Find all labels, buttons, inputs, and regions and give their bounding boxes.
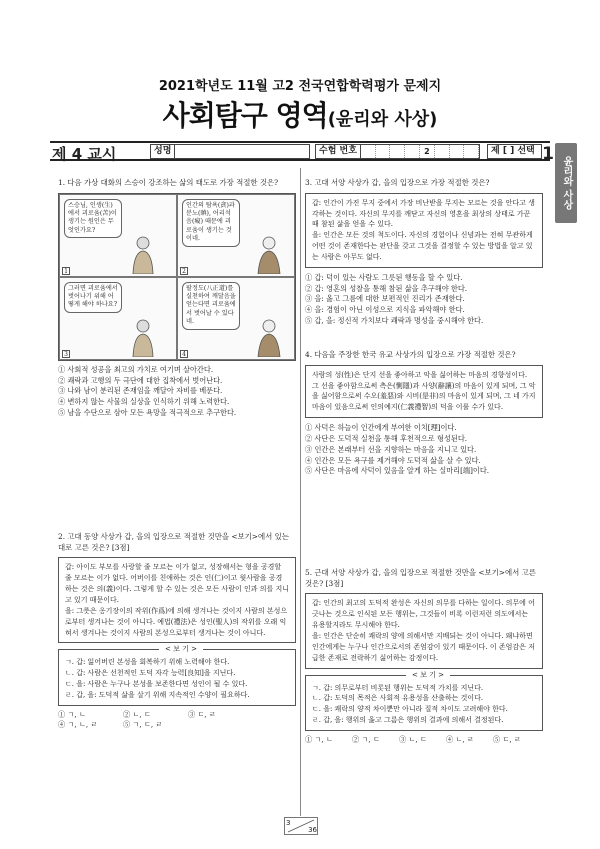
q4-stem: 4. 다음을 주장한 한국 유교 사상가의 입장으로 가장 적절한 것은?	[305, 350, 516, 359]
panel-number: 3	[62, 350, 70, 358]
q5-passage-eul: 을: 인간은 단순히 쾌락의 양에 의해서만 지배되는 것이 아니다. 왜냐하면 인간에게는 누구나 인간으로서의 존엄감이 있기 때문이다. 이 존엄감은 저급한 존재로 전락하기 싫어하는 감정이다.	[312, 632, 535, 662]
q4-options	[305, 423, 543, 477]
student-figure-icon	[130, 234, 156, 274]
q3-option-4[interactable]: ④ 을: 경험이 아닌 이성으로 지식을 파악해야 한다.	[305, 305, 465, 315]
q4-option-5[interactable]: ⑤ 사단은 마음에 사덕이 있음을 알게 하는 실마리[端]이다.	[305, 466, 490, 476]
q3-option-5[interactable]: ⑤ 갑, 을: 정신적 가치보다 쾌락과 명성을 중시해야 한다.	[305, 315, 484, 325]
student-figure-icon	[130, 317, 156, 357]
exam-number-field[interactable]	[315, 144, 480, 159]
q5-answer-1[interactable]: ① ㄱ, ㄴ	[305, 734, 333, 744]
page-footer	[284, 817, 318, 835]
q3-stem: 3. 고대 서양 사상가 갑, 을의 입장으로 가장 적절한 것은?	[305, 178, 490, 187]
q1-option-4[interactable]: ④ 변하지 않는 사물의 실상을 인식하기 위해 노력한다.	[58, 397, 230, 407]
q5-bogi	[305, 670, 543, 731]
q2-answer-5[interactable]: ⑤ ㄱ, ㄷ, ㄹ	[123, 720, 163, 730]
subject-title-sub: (윤리와 사상)	[327, 109, 438, 130]
panel-number: 1	[62, 267, 70, 275]
name-label: 성명	[151, 145, 175, 158]
q1-options	[58, 365, 296, 419]
q3-option-2[interactable]: ② 갑: 영혼의 성찰을 통해 참된 삶을 추구해야 한다.	[305, 283, 468, 293]
q2-bogi-item: ㄱ. 갑: 잃어버린 본성을 회복하기 위해 노력해야 한다.	[65, 658, 230, 667]
q1-option-1[interactable]: ① 사회적 성공을 최고의 가치로 여기며 살아간다.	[58, 364, 214, 374]
q5-bogi-item: ㄱ. 갑: 의무로부터 비롯된 행위는 도덕적 가치를 지닌다.	[312, 683, 484, 692]
q3-passage-eul: 을: 인간은 모든 것의 척도이다. 자신의 경험이나 신념과는 전혀 무관하게 어떤 것이 존재한다는 판단을 갖고 그것을 결정할 수 있는 방법을 알고 있는 사람은 아무도 없다.	[312, 231, 533, 261]
q2-passage-eul: 을: 그릇은 옹기장이의 작위(作爲)에 의해 생겨나는 것이지 사람의 본성으로부터 생겨나는 것이 아니다. 예법(禮法)은 성인(聖人)의 작위를 오래 익혀서 생겨나는 것이지 사람의 본성으로부터 생겨나는 것이 아니다.	[65, 606, 288, 637]
subject-title-main: 사회탐구 영역	[162, 99, 328, 132]
q5-bogi-item: ㄹ. 갑, 을: 행위의 옳고 그름은 행위의 결과에 의해서 결정된다.	[312, 716, 504, 725]
bogi-title: < 보 기 >	[406, 670, 450, 681]
left-column	[58, 178, 296, 419]
selection-label: 제 [ ] 선택	[491, 145, 535, 156]
name-field[interactable]	[150, 144, 310, 159]
subject-side-tab: 윤리와 사상	[555, 143, 577, 223]
q2-stem: 2. 고대 동양 사상가 갑, 을의 입장으로 적절한 것만을 <보기>에서 있는 대로 고른 것은? [3점]	[58, 532, 289, 552]
comic-bubble-4: 팔정도(八正道)를 실천하여 깨달음을 얻는다면 괴로움에서 벗어날 수 있다네.	[182, 282, 240, 330]
q5-answer-2[interactable]: ② ㄱ, ㄷ	[352, 734, 380, 744]
q1-option-5[interactable]: ⑤ 남을 수단으로 삼아 모든 욕망을 적극적으로 추구한다.	[58, 407, 237, 417]
q1-stem: 1. 다음 가상 대화의 스승이 강조하는 삶의 태도로 가장 적절한 것은?	[58, 178, 279, 187]
q5-stem: 5. 근대 서양 사상가 갑, 을의 입장으로 적절한 것만을 <보기>에서 고른 것은? [3점]	[305, 568, 536, 588]
q2-passage	[58, 557, 296, 643]
q2-bogi-item: ㄷ. 을: 사람은 누구나 본성을 보존한다면 성인이 될 수 있다.	[65, 680, 248, 689]
q5-answer-5[interactable]: ⑤ ㄷ, ㄹ	[493, 734, 521, 744]
right-column-q4	[305, 350, 543, 477]
q5-answers-row	[305, 735, 543, 745]
q3-option-1[interactable]: ① 갑: 덕이 있는 사람도 그릇된 행동을 할 수 있다.	[305, 272, 463, 282]
footer-page: 3	[286, 819, 291, 827]
q5-passage-gap: 갑: 인간의 최고의 도덕적 완성은 자신의 의무를 다하는 일이다. 의무에 어긋나는 것으로 인식된 모든 행위는, 그것들이 비록 이런저런 의도에서는 유용할지라도 무시해야 한다.	[312, 599, 535, 630]
q4-passage: 사람의 성(性)은 단지 선을 좋아하고 악을 싫어하는 마음의 경향성이다. 그 선을 좋아함으로써 측은(惻隱)과 사양(辭讓)의 마음이 있게 되며, 그 악을 싫어함으로써 수오(羞惡)와 시비(是非)의 마음이 있게 되며, 그 네 가지 마음이 있음으로써 인의예지(仁義禮智)의 덕을 이룰 수가 있다.	[305, 365, 543, 418]
q5-passage	[305, 593, 543, 668]
q1-option-3[interactable]: ③ 나와 남이 분리된 존재임을 깨달아 자비를 베푼다.	[58, 386, 223, 396]
q2-answers-row-1	[58, 710, 296, 720]
master-figure-icon	[256, 317, 282, 357]
comic-panel-4	[177, 277, 295, 360]
q4-option-3[interactable]: ③ 인간은 본래부터 선을 지향하는 마음을 지니고 있다.	[305, 444, 477, 454]
q5-bogi-item: ㄴ. 갑: 도덕의 목적은 사회적 유용성을 산출하는 것이다.	[312, 694, 484, 703]
q2-answer-3[interactable]: ③ ㄷ, ㄹ	[188, 709, 216, 719]
exam-number-digits	[361, 145, 479, 158]
master-figure-icon	[256, 234, 282, 274]
q3-options	[305, 273, 543, 327]
q4-option-1[interactable]: ① 사덕은 하늘이 인간에게 부여한 이치[理]이다.	[305, 423, 457, 433]
q2-bogi-item: ㄹ. 갑, 을: 도덕적 삶을 살기 위해 지속적인 수양이 필요하다.	[65, 690, 250, 699]
right-column-q5	[305, 568, 543, 745]
q2-answer-1[interactable]: ① ㄱ, ㄴ	[58, 709, 86, 719]
comic-bubble-2: 인간의 탐욕(貪)과 분노(瞋), 어리석음(癡) 때문에 괴로움이 생기는 것이네.	[182, 199, 240, 247]
exam-number-digit: 2	[420, 145, 435, 158]
q2-bogi	[58, 645, 296, 705]
right-column	[305, 178, 543, 327]
q4-option-2[interactable]: ② 사단은 도덕적 실천을 통해 후천적으로 형성된다.	[305, 433, 468, 443]
q5-bogi-item: ㄷ. 을: 쾌락의 양적 차이뿐만 아니라 질적 차이도 고려해야 한다.	[312, 705, 508, 714]
exam-number-label: 수험 번호	[316, 145, 361, 158]
comic-bubble-3: 그러면 괴로움에서 벗어나기 위해 어떻게 해야 하나요?	[64, 282, 122, 313]
q4-option-4[interactable]: ④ 인간은 모든 욕구를 제거해야 도덕적 삶을 살 수 있다.	[305, 455, 481, 465]
q2-answers-row-2	[58, 720, 296, 730]
q5-answer-3[interactable]: ③ ㄴ, ㄷ	[399, 734, 427, 744]
q2-passage-gap: 갑: 아이도 부모를 사랑할 줄 모르는 이가 없고, 성장해서는 형을 공경할 줄 모르는 이가 없다. 어버이를 친애하는 것은 인(仁)이고 윗사람을 공경하는 것은 의(義)이다. 그렇게 할 수 있는 것은 모든 사람이 인과 의를 지니고 있기 때문이다.	[65, 563, 289, 604]
footer-total: 36	[308, 825, 317, 834]
q1-option-2[interactable]: ② 쾌락과 고행의 두 극단에 대한 집착에서 벗어난다.	[58, 375, 223, 385]
left-column-q2	[58, 532, 296, 731]
exam-info-bar	[50, 141, 554, 164]
comic-panel-2	[177, 194, 295, 277]
q1-comic	[58, 193, 296, 361]
q2-answer-2[interactable]: ② ㄴ, ㄷ	[123, 709, 151, 719]
comic-bubble-1: 스승님, 인생(生)에서 괴로움(苦)이 생기는 원인은 무엇인가요?	[64, 199, 122, 238]
comic-panel-3	[59, 277, 177, 360]
session-label: 제 4 교시	[52, 145, 117, 163]
q3-passage-gap: 갑: 인간이 가진 무지 중에서 가장 비난받을 무지는 모르는 것을 안다고 생각하는 것이다. 자신의 무지를 깨닫고 자신의 영혼을 최상의 상태로 가꾼 때 참된 삶을 얻을 수 있다.	[312, 198, 535, 229]
panel-number: 2	[180, 267, 188, 275]
q3-option-3[interactable]: ③ 을: 옳고 그름에 대한 보편적인 진리가 존재한다.	[305, 294, 465, 304]
selection-field[interactable]	[487, 144, 542, 159]
bogi-title: < 보 기 >	[159, 644, 203, 655]
exam-header: 2021학년도 11월 고2 전국연합학력평가 문제지	[158, 79, 442, 94]
q2-bogi-item: ㄴ. 갑: 사람은 선천적인 도덕 자각 능력[良知]을 지닌다.	[65, 669, 236, 678]
subject-title	[0, 96, 600, 137]
q5-answer-4[interactable]: ④ ㄴ, ㄹ	[446, 734, 474, 744]
q2-answer-4[interactable]: ④ ㄱ, ㄴ, ㄹ	[58, 720, 98, 730]
q3-passage	[305, 193, 543, 268]
comic-panel-1	[59, 194, 177, 277]
column-divider	[300, 168, 301, 816]
panel-number: 4	[180, 350, 188, 358]
page-number: 1	[542, 144, 554, 164]
